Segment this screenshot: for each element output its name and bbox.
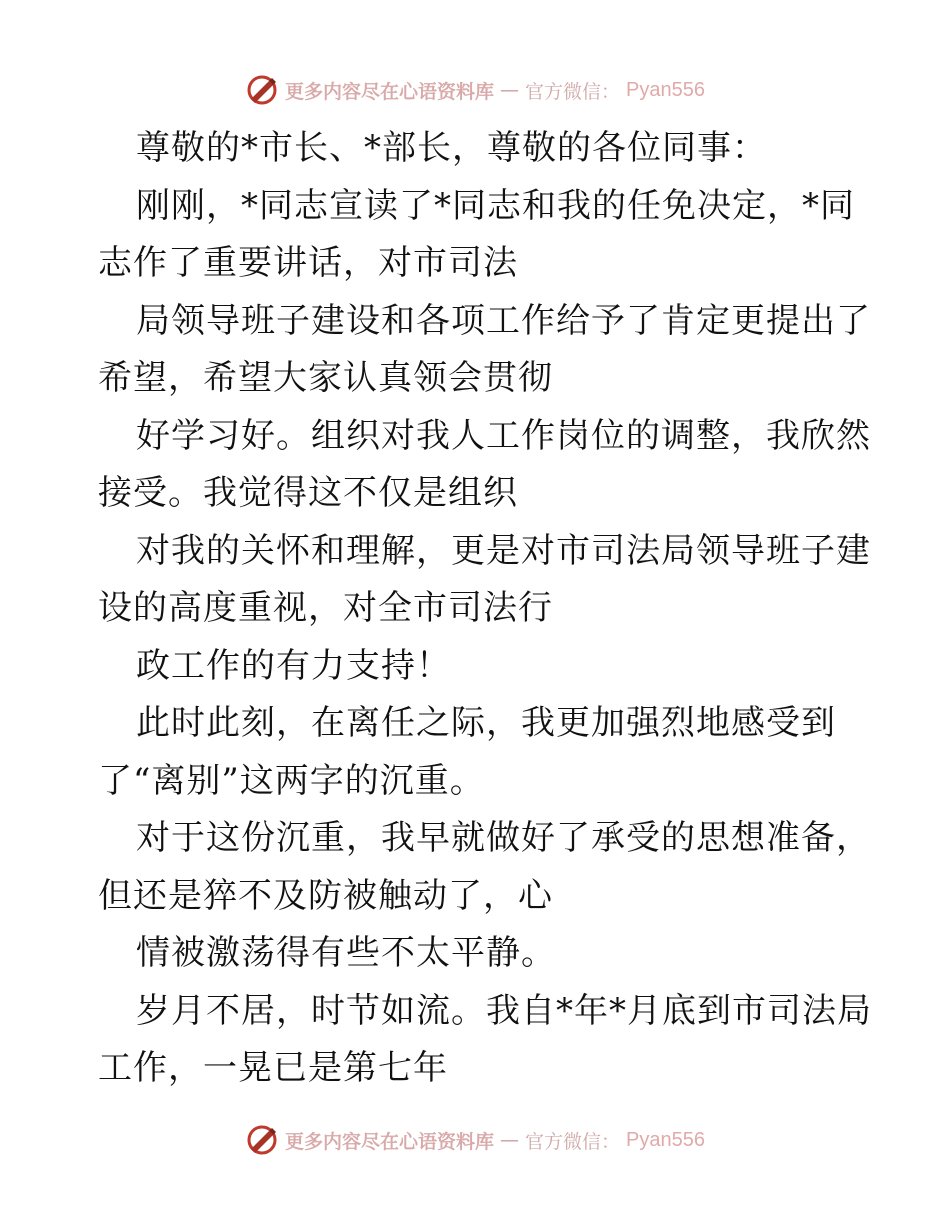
text-line: 尊敬的*市长、*部长，尊敬的各位同事：	[136, 128, 767, 168]
text-line: 刚刚，*同志宣读了*同志和我的任免决定，*同	[136, 185, 855, 226]
watermark-wechat-id: Pyan556	[626, 1128, 705, 1151]
watermark-site-text: 更多内容尽在心语资料库	[285, 1130, 495, 1153]
watermark-separator: —	[500, 1129, 520, 1151]
text-line: 工作，一晃已是第七年	[98, 1048, 448, 1088]
text-line: 希望，希望大家认真领会贯彻	[98, 358, 553, 398]
watermark-wechat-label: 官方微信：	[525, 80, 621, 103]
text-line: 局领导班子建设和各项工作给予了肯定更提出了	[136, 300, 871, 341]
watermark-separator: —	[500, 79, 520, 101]
text-line: 但还是猝不及防被触动了，心	[98, 875, 553, 916]
text-line: 岁月不居，时节如流。我自*年*月底到市司法局	[136, 990, 872, 1031]
watermark-wechat-id: Pyan556	[626, 78, 705, 101]
header-watermark	[0, 70, 950, 110]
text-line: 了“离别”这两字的沉重。	[98, 760, 485, 801]
text-line: 好学习好。组织对我人工作岗位的调整，我欣然	[136, 415, 871, 456]
text-line: 对于这份沉重，我早就做好了承受的思想准备，	[136, 818, 871, 858]
footer-watermark	[0, 1120, 950, 1160]
text-line: 志作了重要讲话，对市司法	[98, 243, 518, 283]
text-line: 设的高度重视，对全市司法行	[98, 588, 553, 628]
watermark-site-text: 更多内容尽在心语资料库	[285, 80, 495, 103]
text-line: 政工作的有力支持！	[136, 645, 451, 686]
text-line: 接受。我觉得这不仅是组织	[98, 473, 518, 513]
pen-logo-icon	[245, 73, 279, 107]
text-line: 对我的关怀和理解，更是对市司法局领导班子建	[136, 530, 871, 571]
text-line: 此时此刻，在离任之际，我更加强烈地感受到	[136, 703, 836, 743]
watermark-wechat-label: 官方微信：	[525, 1130, 621, 1153]
text-line: 情被激荡得有些不太平静。	[136, 933, 556, 973]
pen-logo-icon	[245, 1123, 279, 1157]
document-body	[98, 120, 872, 1098]
